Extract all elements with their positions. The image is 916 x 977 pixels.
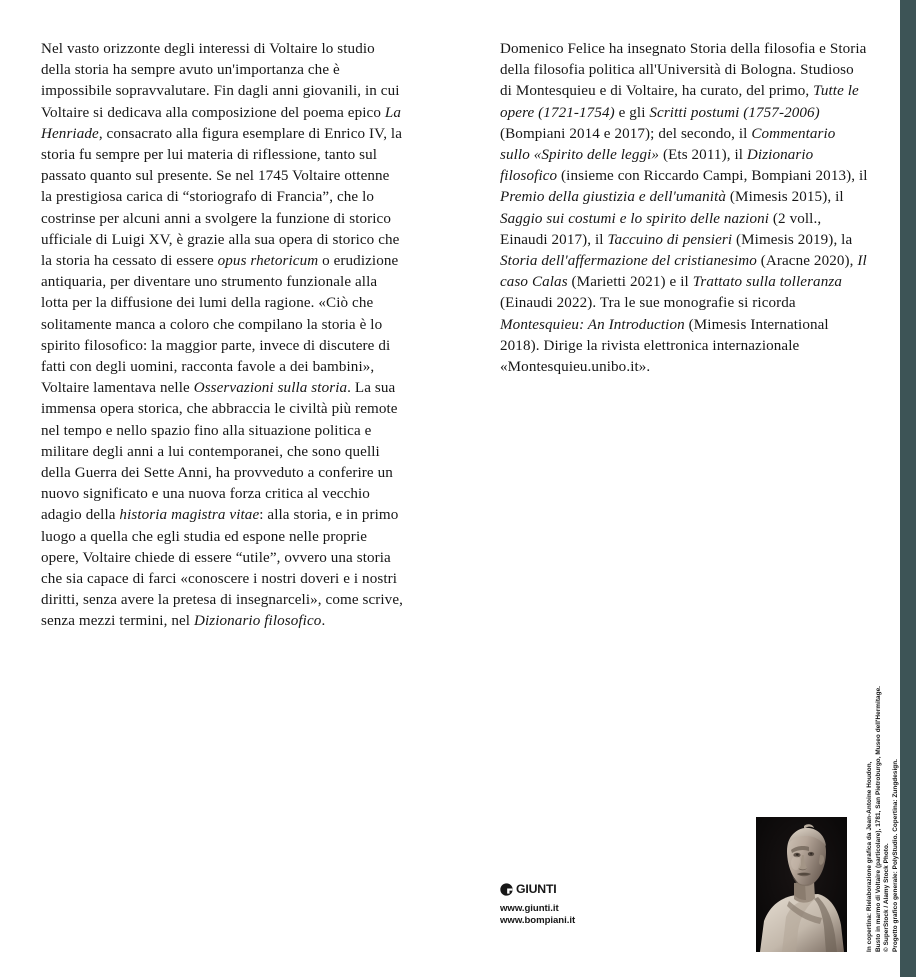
work-title: Trattato sulla tolleranza (692, 274, 842, 291)
voltaire-marble-bust-photo (756, 817, 847, 952)
work-title: Scritti postumi (1757-2006) (649, 104, 820, 121)
publisher-name: GIUNTI (516, 882, 557, 896)
credit-line-bust-description: Busto in marmo di Voltaire (particolare), 1781, San Pietroburgo, Museo dell'Hermitage. (874, 686, 882, 952)
credit-line-cover-artwork: In copertina: Rielaborazione grafica da Jean-Antoine Houdon, (866, 761, 873, 952)
url-bompiani[interactable]: www.bompiani.it (500, 915, 576, 927)
url-giunti[interactable]: www.giunti.it (500, 903, 559, 914)
work-title: Premio della giustizia e dell'umanità (500, 189, 727, 206)
author-bio-column (500, 39, 868, 378)
work-title: La Henriade (41, 104, 402, 142)
publisher-block (500, 882, 575, 928)
cover-credits (866, 622, 900, 952)
spine-stripe (900, 0, 916, 977)
work-title: opus rhetoricum (217, 253, 319, 270)
work-title: Osservazioni sulla storia (193, 380, 348, 397)
work-title: Taccuino di pensieri (607, 231, 733, 248)
work-title: Saggio sui costumi e lo spirito delle nazioni (500, 210, 770, 227)
work-title: Dizionario filosofico (500, 147, 814, 185)
publisher-logo (500, 882, 575, 897)
work-title: Il caso Calas (500, 253, 867, 291)
work-title: Storia dell'affermazione del cristianesimo (500, 253, 757, 270)
giunti-g-circle-icon (500, 883, 513, 896)
work-title: Tutte le opere (1721-1754) (500, 83, 859, 121)
credit-line-photo-agency: © SuperStock / Alamy Stock Photo. (883, 843, 891, 952)
blurb-column (41, 39, 403, 633)
author-bio-paragraph: Domenico Felice ha insegnato Storia della filosofia e Storia della filosofia politica all'Università di Bologna. Studioso di Montesquieu e di Voltaire, ha curato, del primo, Tutte le opere (1721-1754) e gli Scritti postumi (1757-2006) (Bompiani 2014 e 2017); del secondo, il Commentario sullo «Spirito delle leggi» (Ets 2011), il Dizionario filosofico (insieme con Riccardo Campi, Bompiani 2013), il Premio della giustizia e dell'umanità (Mimesis 2015), il Saggio sui costumi e lo spirito delle nazioni (2 voll., Einaudi 2017), il Taccuino di pensieri (Mimesis 2019), la Storia dell'affermazione del cristianesimo (Aracne 2020), Il caso Calas (Marietti 2021) e il Trattato sulla tolleranza (Einaudi 2022). Tra le sue monografie si ricorda Montesquieu: An Introduction (Mimesis International 2018). Dirige la rivista elettronica internazionale «Montesquieu.unibo.it». (500, 41, 868, 376)
credit-line-design: Progetto grafico generale: PolyStudio. Copertina: Zungdesign. (891, 758, 899, 952)
work-title: Dizionario filosofico (193, 613, 322, 630)
work-title: Montesquieu: An Introduction (500, 316, 685, 333)
work-title: historia magistra vitae (119, 507, 260, 524)
work-title: Commentario sullo «Spirito delle leggi» (500, 125, 836, 164)
publisher-urls (500, 903, 575, 928)
blurb-paragraph: Nel vasto orizzonte degli interessi di Voltaire lo studio della storia ha sempre avuto un'importanza che è impossibile sopravvalutare. Fin dagli anni giovanili, in cui Voltaire si dedicava alla composizione del poema epico La Henriade, consacrato alla figura esemplare di Enrico IV, la storia fu sempre per lui materia di riflessione, tanto sul passato quanto sul presente. Se nel 1745 Voltaire ottenne la prestigiosa carica di “storiografo di Francia”, che lo costrinse per alcuni anni a svolgere la funzione di storico ufficiale di Luigi XV, è grazie alla sua opera di storico che la storia ha cessato di essere opus rhetoricum o erudizione antiquaria, per diventare uno strumento funzionale alla lotta per la diffusione dei lumi della ragione. «Ciò che solitamente manca a coloro che compilano la storia è lo spirito filosofico: la maggior parte, invece di discutere di fatti con degli uomini, racconta favole a dei bambini», Voltaire lamentava nelle Osservazioni sulla storia. La sua immensa opera storica, che abbraccia le civiltà più remote nel tempo e nello spazio fino alla situazione politica e militare degli anni a lui contemporanei, che sono quelli della Guerra dei Sette Anni, ha provveduto a conferire un nuovo significato e una nuova forza critica al vecchio adagio della historia magistra vitae: alla storia, e in primo luogo a quella che egli studia ed espone nelle proprie opere, Voltaire chiede di essere “utile”, ovvero una storia che sia capace di farci «conoscere i nostri doveri e i nostri diritti, senza avere la pretesa di insegnarceli», come scrive, senza mezzi termini, nel Dizionario filosofico. (41, 41, 404, 630)
